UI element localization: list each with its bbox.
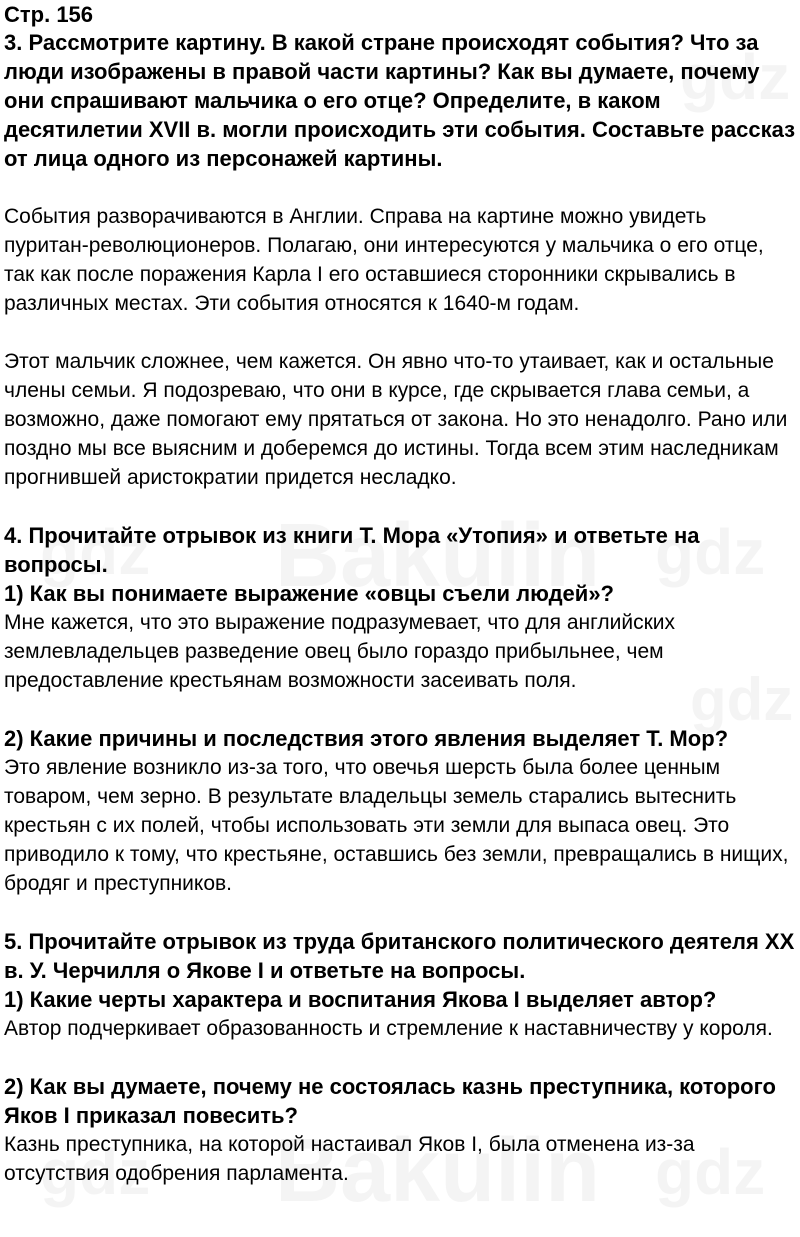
task-3-question: 3. Рассмотрите картину. В какой стране происходят события? Что за люди изображены в правой части картины? Как вы думаете, почему они спрашивают мальчика о его отце? Определите, в каком десятилетии XVII в. могли происходить эти события. Составьте рассказ от лица одного из персонажей картины.	[4, 30, 796, 171]
task-5-answer-2: Казнь преступника, на которой настаивал Яков I, была отменена из-за отсутствия одобрения парламента.	[4, 1133, 695, 1185]
section-3	[4, 28, 796, 492]
task-3-answer-2: Этот мальчик сложнее, чем кажется. Он явно что-то утаивает, как и остальные члены семьи. Я подозреваю, что они в курсе, где скрывается глава семьи, а возможно, даже помогают ему прятаться от закона. Но это ненадолго. Рано или поздно мы все выясним и доберемся до истины. Тогда всем этим наследникам прогнившей аристократии придется несладко.	[4, 350, 788, 489]
section-5	[4, 927, 796, 1188]
document-content	[4, 2, 796, 1188]
task-5-subquestion-2: 2) Как вы думаете, почему не состоялась казнь преступника, которого Яков I приказал повесить?	[4, 1074, 776, 1128]
task-3-answer-1: События разворачиваются в Англии. Справа на картине можно увидеть пуритан-революционеров. Полагаю, они интересуются у мальчика о его отце, так как после поражения Карла I его оставшиеся сторонники скрывались в различных местах. Эти события относятся к 1640-м годам.	[4, 205, 764, 315]
task-4-answer-1: Мне кажется, что это выражение подразумевает, что для английских землевладельцев разведение овец было гораздо прибыльнее, чем предоставление крестьянам возможности засеивать поля.	[4, 611, 675, 692]
task-5-question: 5. Прочитайте отрывок из труда британского политического деятеля XX в. У. Черчилля о Якове I и ответьте на вопросы.	[4, 929, 795, 983]
task-4-answer-2: Это явление возникло из-за того, что овечья шерсть была более ценным товаром, чем зерно. В результате владельцы земель старались вытеснить крестьян с их полей, чтобы использовать эти земли для выпаса овец. Это приводило к тому, что крестьяне, оставшись без земли, превращались в нищих, бродяг и преступников.	[4, 756, 789, 895]
task-5-subquestion-1: 1) Какие черты характера и воспитания Якова I выделяет автор?	[4, 987, 717, 1012]
section-4	[4, 521, 796, 898]
task-4-subquestion-2: 2) Какие причины и последствия этого явления выделяет Т. Мор?	[4, 726, 729, 751]
page-number: Стр. 156	[4, 2, 94, 27]
task-4-question: 4. Прочитайте отрывок из книги Т. Мора «Утопия» и ответьте на вопросы.	[4, 523, 700, 577]
task-5-answer-1: Автор подчеркивает образованность и стремление к наставничеству у короля.	[4, 1017, 773, 1040]
task-4-subquestion-1: 1) Как вы понимаете выражение «овцы съели людей»?	[4, 581, 614, 606]
